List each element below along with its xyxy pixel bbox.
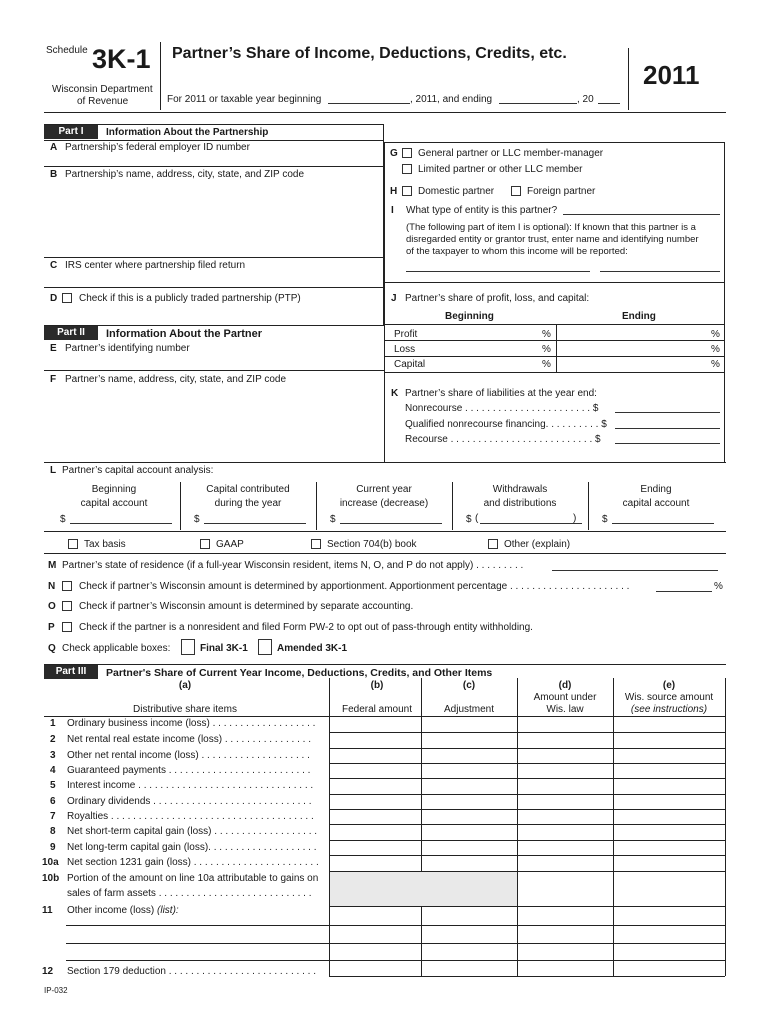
- j-row2-rule: [384, 356, 724, 357]
- part3-line-number: 8: [50, 826, 56, 837]
- tax-year-begin-field[interactable]: [328, 94, 410, 104]
- schedule-label: Schedule: [46, 45, 88, 56]
- item-b-label: Partnership’s name, address, city, state, and ZIP code: [65, 169, 305, 180]
- part3-line-label: sales of farm assets . . . . . . . . . . . . . . . . . . . . . . . . . . . .: [67, 888, 312, 899]
- tax-basis-label: Tax basis: [84, 539, 126, 550]
- col-b-letter: (b): [370, 680, 384, 691]
- limited-partner-label: Limited partner or other LLC member: [418, 164, 583, 175]
- item-a-label: Partnership’s federal employer ID number: [65, 142, 250, 153]
- nonrecourse-label: Nonrecourse . . . . . . . . . . . . . . . . . . . . . . . $: [405, 403, 599, 414]
- row-rule-10a: [329, 871, 725, 872]
- tax-basis-checkbox[interactable]: [68, 539, 78, 549]
- tax-year-end-field[interactable]: [499, 94, 577, 104]
- item-f-letter: F: [50, 374, 57, 385]
- part3-col-b-left: [329, 678, 330, 976]
- gaap-label: GAAP: [216, 539, 244, 550]
- j-row1-rule: [384, 340, 724, 341]
- cap-col4-line1: Withdrawals: [492, 484, 548, 495]
- department-line1: Wisconsin Department: [52, 84, 153, 95]
- row-rule-4: [329, 778, 725, 779]
- part3-heading: Partner's Share of Current Year Income, Deductions, Credits, and Other Items: [106, 667, 493, 679]
- section-704b-label: Section 704(b) book: [327, 539, 417, 550]
- part2-tab: Part II: [44, 326, 98, 340]
- item-a-letter: A: [50, 142, 58, 153]
- cap-col5-line2: capital account: [622, 498, 690, 509]
- item-q-letter: Q: [48, 643, 56, 654]
- part3-line-label: Section 179 deduction . . . . . . . . . . . . . . . . . . . . . . . . . . .: [67, 966, 316, 977]
- capital-end-pct: %: [711, 359, 720, 370]
- item-o-label: Check if partner’s Wisconsin amount is determined by separate accounting.: [79, 601, 414, 612]
- capital-label: Capital: [394, 359, 426, 370]
- line-10b-shade-bcd: [330, 871, 517, 906]
- item-b-letter: B: [50, 169, 58, 180]
- item-c-letter: C: [50, 260, 58, 271]
- part3-line-number: 9: [50, 842, 56, 853]
- part3-line-label: Guaranteed payments . . . . . . . . . . . . . . . . . . . . . . . . . .: [67, 765, 311, 776]
- cap-col2-dollar: $: [194, 514, 200, 525]
- amended-3k1-checkbox[interactable]: [258, 639, 272, 655]
- loss-end-pct: %: [711, 344, 720, 355]
- disregarded-name-field[interactable]: [406, 262, 590, 272]
- row-rule-5: [329, 794, 725, 795]
- cap-col5-line1: Ending: [640, 484, 672, 495]
- row-rule-3: [329, 763, 725, 764]
- nonrecourse-field[interactable]: [615, 403, 720, 413]
- cap-col4-line2: and distributions: [483, 498, 557, 509]
- part3-line-number: 4: [50, 765, 56, 776]
- tax-year: 2011: [643, 60, 700, 90]
- part3-line-label: Ordinary business income (loss) . . . . . . . . . . . . . . . . . . .: [67, 718, 316, 729]
- part3-tab: Part III: [44, 665, 98, 679]
- item-n-letter: N: [48, 581, 56, 592]
- domestic-partner-label: Domestic partner: [418, 186, 495, 197]
- limited-partner-checkbox[interactable]: [402, 164, 412, 174]
- item-i-note3: of the taxpayer to whom this income will be reported:: [406, 246, 628, 257]
- row-rule-1: [329, 732, 725, 733]
- col-e-header-2: (see instructions): [630, 704, 708, 715]
- item-m-label: Partner’s state of residence (if a full-year Wisconsin resident, items N, O, and P do not apply) . . . . . . . . .: [62, 560, 524, 571]
- col-a-letter: (a): [178, 680, 192, 691]
- part3-line-number: 11: [42, 905, 53, 916]
- department-line2: of Revenue: [77, 96, 129, 107]
- cap-col1-header: [54, 484, 174, 509]
- part3-col-d-left: [517, 678, 518, 976]
- l-bottom-rule: [44, 553, 726, 554]
- cap-col4-dollar: $: [466, 514, 472, 525]
- item-g-letter: G: [390, 148, 398, 159]
- part3-line-label: Net long-term capital gain (loss). . . . . . . . . . . . . . . . . . . .: [67, 842, 317, 853]
- item-q-label: Check applicable boxes:: [62, 643, 171, 654]
- row-rule-7: [329, 824, 725, 825]
- cap-col3-line2: increase (decrease): [339, 498, 429, 509]
- j-col-divider: [556, 324, 557, 372]
- part1-tab: Part I: [44, 125, 98, 139]
- profit-label: Profit: [394, 329, 418, 340]
- apportionment-pct-sign: %: [714, 581, 723, 592]
- amended-3k1-label: Amended 3K-1: [277, 643, 348, 654]
- gaap-checkbox[interactable]: [200, 539, 210, 549]
- item-k-letter: K: [391, 388, 399, 399]
- pw2-opt-out-checkbox[interactable]: [62, 622, 72, 632]
- part3-col-c-left: [421, 678, 422, 976]
- row-rule-12: [329, 976, 725, 977]
- cap-col2-header: [188, 484, 308, 509]
- cap-col2-line1: Capital contributed: [206, 484, 290, 495]
- cap-col5-header: [596, 484, 716, 509]
- profit-begin-pct: %: [542, 329, 551, 340]
- part3-line-number: 3: [50, 750, 56, 761]
- form-title: Partner’s Share of Income, Deductions, Credits, etc.: [172, 45, 567, 62]
- col-c-letter: (c): [462, 680, 476, 691]
- part1-heading-rule: [44, 140, 383, 141]
- j-table-top: [384, 324, 724, 325]
- row-rule-11a: [66, 925, 725, 926]
- cap-col4-paren-open: (: [475, 513, 479, 524]
- section-704b-checkbox[interactable]: [311, 539, 321, 549]
- part3-line-number: 6: [50, 796, 56, 807]
- cap-col3-header: [324, 484, 444, 509]
- item-h-letter: H: [390, 186, 398, 197]
- header-divider: [160, 42, 161, 110]
- recourse-field[interactable]: [615, 434, 720, 444]
- part3-top-rule: [44, 664, 726, 665]
- tax-year-mid: , 2011, and ending: [410, 94, 493, 105]
- cap-col2-line2: during the year: [214, 498, 282, 509]
- tax-year-suffix: , 20: [577, 94, 594, 105]
- col-e-letter: (e): [662, 680, 676, 691]
- item-n-label: Check if partner’s Wisconsin amount is determined by apportionment. Apportionment percentage . . . . . . . . . . . . . . . . . . . . . .: [79, 581, 630, 592]
- apportionment-pct-field[interactable]: [656, 582, 712, 592]
- row-rule-6: [329, 809, 725, 810]
- profit-end-pct: %: [711, 329, 720, 340]
- right-box-left: [384, 142, 385, 282]
- item-f-label: Partner’s name, address, city, state, and ZIP code: [65, 374, 287, 385]
- part3-line-label: Other income (loss) (list):: [67, 905, 179, 916]
- item-l-letter: L: [50, 465, 57, 476]
- loss-begin-pct: %: [542, 344, 551, 355]
- cap-col1-line2: capital account: [80, 498, 148, 509]
- right-col-left-border: [384, 282, 385, 462]
- capital-contributed-field[interactable]: [204, 514, 306, 524]
- part2-heading: Information About the Partner: [106, 328, 263, 340]
- part3-line-label: Ordinary dividends . . . . . . . . . . . . . . . . . . . . . . . . . . . . .: [67, 796, 312, 807]
- row-rule-11b: [66, 943, 725, 944]
- other-method-label: Other (explain): [504, 539, 571, 550]
- cap-div1: [180, 482, 181, 530]
- item-i-letter: I: [391, 205, 394, 216]
- l-top-rule: [44, 462, 726, 463]
- rule-c: [44, 287, 383, 288]
- part1-heading: Information About the Partnership: [106, 127, 269, 138]
- cap-col4-header: [460, 484, 580, 509]
- col-d-header-1: Amount under: [533, 692, 597, 703]
- part3-col-e-right: [725, 678, 726, 976]
- j-beginning-header: Beginning: [445, 311, 494, 322]
- right-col-right-border: [724, 282, 725, 462]
- ending-capital-field[interactable]: [612, 514, 714, 524]
- item-c-label: IRS center where partnership filed return: [65, 260, 246, 271]
- final-3k1-checkbox[interactable]: [181, 639, 195, 655]
- j-table-bottom: [384, 372, 724, 373]
- separate-accounting-checkbox[interactable]: [62, 601, 72, 611]
- rule-e: [44, 370, 384, 371]
- cap-col1-line1: Beginning: [91, 484, 137, 495]
- part3-col-e-left: [613, 678, 614, 976]
- part3-line-number: 10b: [42, 873, 60, 884]
- part3-line-number: 7: [50, 811, 56, 822]
- cap-col3-line1: Current year: [356, 484, 412, 495]
- row-rule-11c: [66, 960, 725, 961]
- item-k-label: Partner’s share of liabilities at the year end:: [405, 388, 597, 399]
- rule-a: [44, 166, 383, 167]
- cap-col5-dollar: $: [602, 514, 608, 525]
- qualified-nonrecourse-label: Qualified nonrecourse financing. . . . . . . . . . $: [405, 419, 607, 430]
- item-o-letter: O: [48, 601, 56, 612]
- cap-div3: [452, 482, 453, 530]
- part3-line-label: Interest income . . . . . . . . . . . . . . . . . . . . . . . . . . . . . . . .: [67, 780, 314, 791]
- row-rule-8: [329, 840, 725, 841]
- foreign-partner-checkbox[interactable]: [511, 186, 521, 196]
- row-rule-2: [329, 748, 725, 749]
- part3-line-label: Net section 1231 gain (loss) . . . . . . . . . . . . . . . . . . . . . . .: [67, 857, 319, 868]
- part3-line-label: Net rental real estate income (loss) . . . . . . . . . . . . . . . .: [67, 734, 311, 745]
- item-j-letter: J: [391, 293, 397, 304]
- item-p-label: Check if the partner is a nonresident and filed Form PW-2 to opt out of pass-through entity withholding.: [79, 622, 533, 633]
- item-j-label: Partner’s share of profit, loss, and capital:: [405, 293, 590, 304]
- cap-col4-paren-close: ): [573, 513, 577, 524]
- tax-year-prefix: For 2011 or taxable year beginning: [167, 94, 322, 105]
- part3-header-rule: [44, 716, 726, 717]
- col-d-letter: (d): [558, 680, 572, 691]
- apportionment-checkbox[interactable]: [62, 581, 72, 591]
- qualified-nonrecourse-field[interactable]: [615, 419, 720, 429]
- capital-begin-pct: %: [542, 359, 551, 370]
- col-c-header: Adjustment: [443, 704, 495, 715]
- item-d-letter: D: [50, 293, 58, 304]
- header-rule: [44, 112, 726, 113]
- row-rule-10b: [329, 906, 725, 907]
- form-number: 3K-1: [92, 44, 151, 74]
- item-i-note2: disregarded entity or grantor trust, enter name and identifying number: [406, 234, 699, 245]
- item-e-label: Partner’s identifying number: [65, 343, 190, 354]
- recourse-label: Recourse . . . . . . . . . . . . . . . . . . . . . . . . . . $: [405, 434, 601, 445]
- part3-line-number: 10a: [42, 857, 59, 868]
- current-year-change-field[interactable]: [340, 514, 442, 524]
- other-method-checkbox[interactable]: [488, 539, 498, 549]
- disregarded-id-field[interactable]: [600, 262, 720, 272]
- item-i-label: What type of entity is this partner?: [406, 205, 558, 216]
- item-m-letter: M: [48, 560, 57, 571]
- cap-col1-dollar: $: [60, 514, 66, 525]
- row-rule-9: [329, 855, 725, 856]
- right-top-rule: [384, 142, 724, 143]
- cap-col3-dollar: $: [330, 514, 336, 525]
- entity-type-field[interactable]: [563, 205, 720, 215]
- list-hint: (list):: [157, 905, 179, 916]
- rule-b: [44, 257, 383, 258]
- state-of-residence-field[interactable]: [552, 561, 718, 571]
- item-p-letter: P: [48, 622, 55, 633]
- foreign-partner-label: Foreign partner: [527, 186, 596, 197]
- loss-label: Loss: [394, 344, 416, 355]
- part3-line-number: 1: [50, 718, 56, 729]
- part3-line-number: 2: [50, 734, 56, 745]
- col-e-header-1: Wis. source amount: [624, 692, 714, 703]
- item-e-letter: E: [50, 343, 57, 354]
- year-divider: [628, 48, 629, 110]
- col-a-header: Distributive share items: [133, 704, 237, 715]
- col-d-header-2: Wis. law: [546, 704, 584, 715]
- item-l-label: Partner’s capital account analysis:: [62, 465, 214, 476]
- right-box-right: [724, 142, 725, 282]
- item-i-note1: (The following part of item I is optional): If known that this partner is a: [406, 222, 696, 233]
- form-code: IP-032: [44, 986, 68, 995]
- ptp-checkbox[interactable]: [62, 293, 72, 303]
- part3-line-label: Other net rental income (loss) . . . . . . . . . . . . . . . . . . . .: [67, 750, 310, 761]
- item-d-label: Check if this is a publicly traded partnership (PTP): [79, 293, 301, 304]
- l-mid-rule: [44, 531, 726, 532]
- part3-line-label: Net short-term capital gain (loss) . . . . . . . . . . . . . . . . . . .: [67, 826, 318, 837]
- general-partner-checkbox[interactable]: [402, 148, 412, 158]
- cap-div4: [588, 482, 589, 530]
- cap-div2: [316, 482, 317, 530]
- part3-line-number: 12: [42, 966, 54, 977]
- tax-year-end-year-field[interactable]: [598, 94, 620, 104]
- col-b-header: Federal amount: [341, 704, 413, 715]
- part3-line-label: Royalties . . . . . . . . . . . . . . . . . . . . . . . . . . . . . . . . . . . . .: [67, 811, 314, 822]
- right-box-bottom: [384, 282, 724, 283]
- j-ending-header: Ending: [622, 311, 656, 322]
- part3-line-label: Portion of the amount on line 10a attributable to gains on: [67, 873, 319, 884]
- final-3k1-label: Final 3K-1: [200, 643, 248, 654]
- general-partner-label: General partner or LLC member-manager: [418, 148, 604, 159]
- domestic-partner-checkbox[interactable]: [402, 186, 412, 196]
- part3-line-number: 5: [50, 780, 56, 791]
- withdrawals-field[interactable]: [480, 514, 582, 524]
- beginning-capital-field[interactable]: [70, 514, 172, 524]
